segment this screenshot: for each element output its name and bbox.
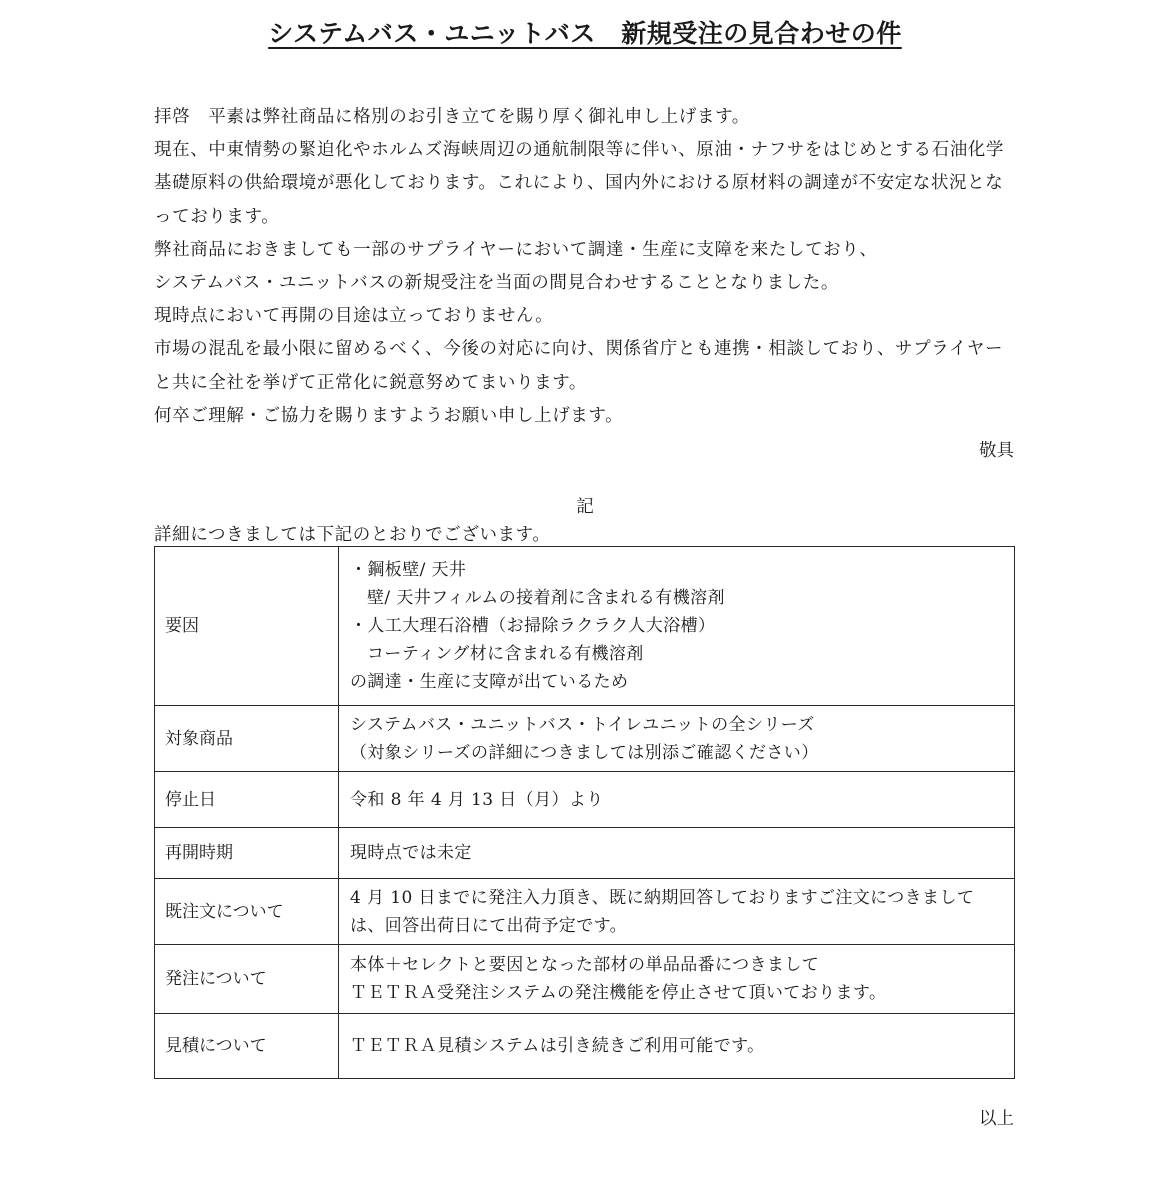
value-line: 壁/ 天井フィルムの接着剤に含まれる有機溶剤 (367, 588, 725, 608)
row-value (339, 828, 1015, 879)
row-label: 停止日 (155, 772, 339, 828)
value-line: ・人工大理石浴槽（お掃除ラクラク人大浴槽） (350, 616, 716, 636)
body-line: 現時点において再開の目途は立っておりません。 (154, 306, 554, 327)
value-line: 令和 8 年 4 月 13 日（月）より (350, 789, 604, 810)
letter-body (154, 101, 1024, 433)
row-label: 見積について (155, 1014, 339, 1079)
body-line: 基礎原料の供給環境が悪化しております。これにより、国内外における原材料の調達が不安定な状況とな (154, 173, 1004, 194)
table-row (155, 547, 1015, 706)
row-value (339, 879, 1015, 945)
row-label: 再開時期 (155, 828, 339, 879)
value-line: ＴＥＴＲＡ見積システムは引き続きご利用可能です。 (350, 1036, 765, 1056)
body-line: 何卒ご理解・ご協力を賜りますようお願い申し上げます。 (154, 405, 624, 426)
body-line: 弊社商品におきましても一部のサプライヤーにおいて調達・生産に支障を来たしており、 (154, 239, 878, 260)
closing-keigu: 敬具 (979, 441, 1014, 461)
table-row (155, 1014, 1015, 1079)
value-line: 本体＋セレクトと要因となった部材の単品品番につきまして (350, 955, 820, 975)
value-line: コーティング材に含まれる有機溶剤 (367, 644, 644, 664)
document-title-text: システムバス・ユニットバス 新規受注の見合わせの件 (268, 19, 902, 48)
row-value (339, 1014, 1015, 1079)
body-line: 現在、中東情勢の緊迫化やホルムズ海峡周辺の通航制限等に伴い、原油・ナフサをはじめとする石油化学 (154, 140, 1004, 161)
table-row (155, 772, 1015, 828)
table-row (155, 828, 1015, 879)
body-line: システムバス・ユニットバスの新規受注を当面の間見合わせすることとなりました。 (154, 273, 839, 294)
body-line: と共に全社を挙げて正常化に鋭意努めてまいります。 (154, 372, 587, 393)
value-line: 4 月 10 日までに発注入力頂き、既に納期回答しておりますご注文につきまして (350, 887, 975, 908)
document-title (0, 14, 1170, 54)
row-value (339, 547, 1015, 706)
value-line: の調達・生産に支障が出ているため (350, 672, 629, 692)
row-value (339, 945, 1015, 1014)
body-line: っております。 (154, 206, 280, 227)
value-line: ・鋼板壁/ 天井 (350, 560, 467, 580)
table-row (155, 945, 1015, 1014)
table-row (155, 879, 1015, 945)
row-label: 既注文について (155, 879, 339, 945)
row-value (339, 706, 1015, 772)
ki-heading: 記 (576, 497, 594, 517)
value-line: 現時点では未定 (350, 843, 472, 863)
end-mark: 以上 (979, 1109, 1014, 1129)
table-row (155, 706, 1015, 772)
row-label: 要因 (155, 547, 339, 706)
row-label: 対象商品 (155, 706, 339, 772)
value-line: システムバス・ユニットバス・トイレユニットの全シリーズ (350, 714, 815, 735)
value-line: ＴＥＴＲＡ受発注システムの発注機能を停止させて頂いております。 (350, 983, 887, 1003)
row-value (339, 772, 1015, 828)
body-line: 拝啓 平素は弊社商品に格別のお引き立てを賜り厚く御礼申し上げます。 (154, 107, 750, 127)
details-intro: 詳細につきましては下記のとおりでございます。 (154, 525, 551, 545)
body-line: 市場の混乱を最小限に留めるべく、今後の対応に向け、関係省庁とも連携・相談しており、サプライヤー (154, 339, 1004, 360)
value-line: （対象シリーズの詳細につきましては別添ご確認ください） (350, 742, 819, 763)
value-line: は、回答出荷日にて出荷予定です。 (350, 915, 628, 936)
row-label: 発注について (155, 945, 339, 1014)
details-table (154, 546, 1015, 1079)
